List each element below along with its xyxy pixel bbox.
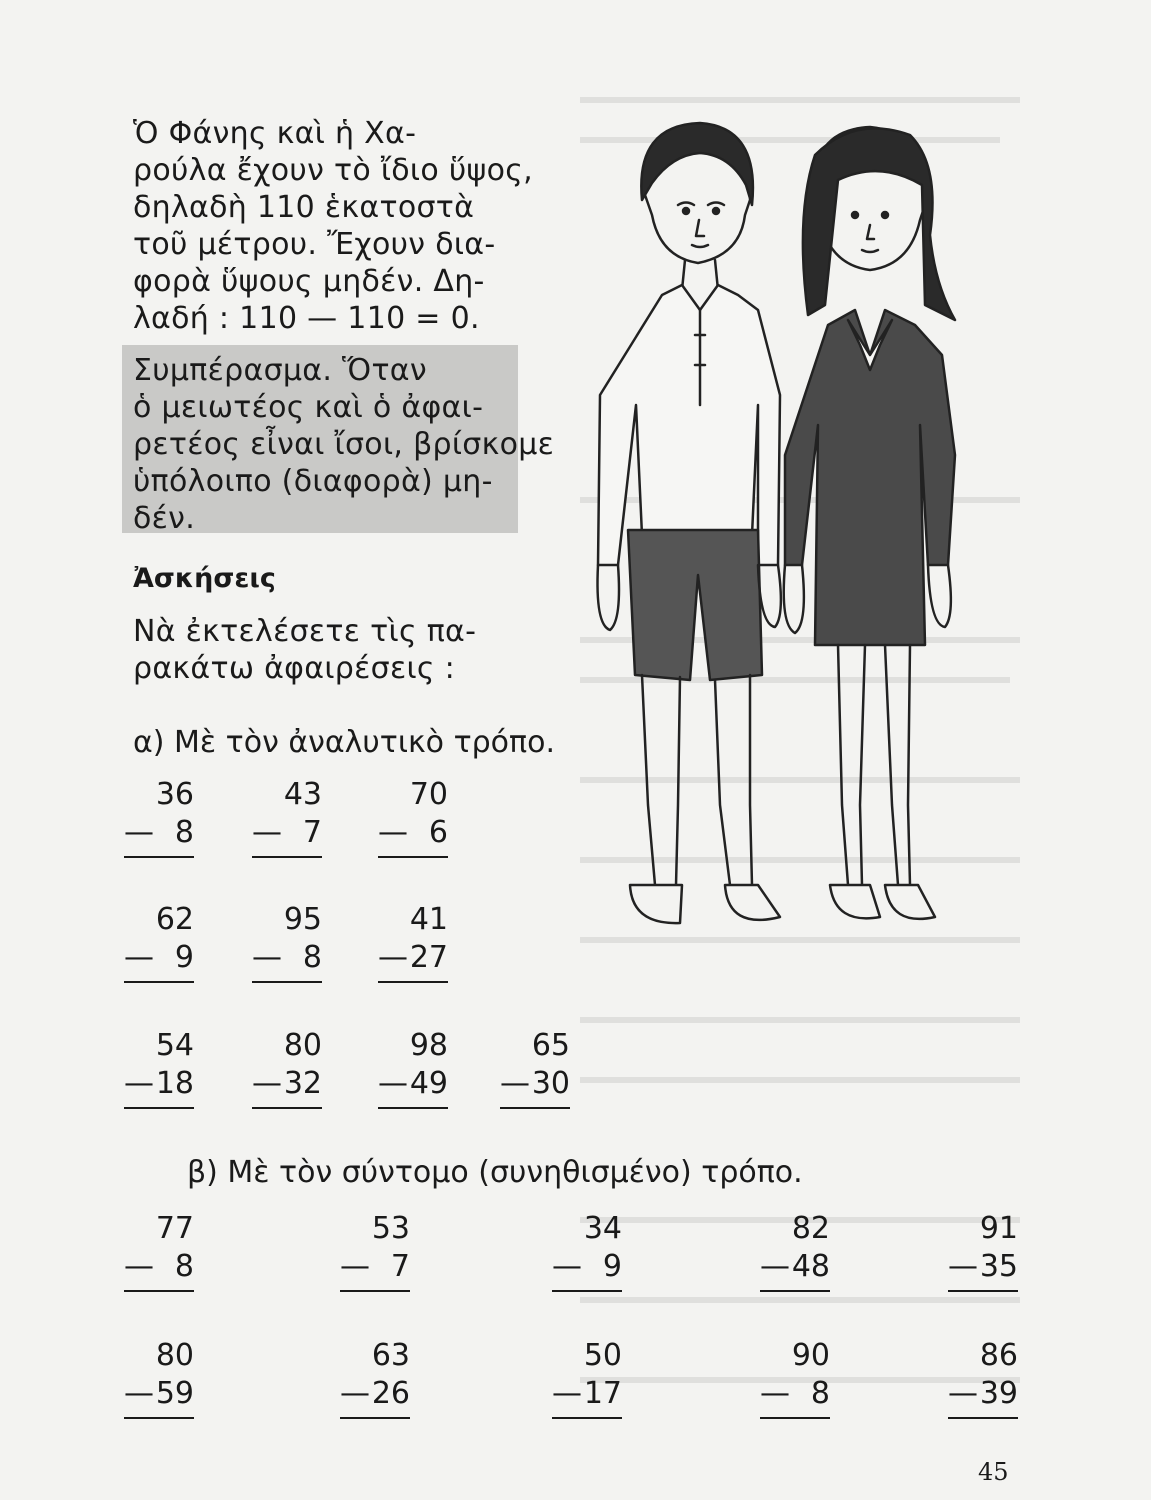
method-b-heading: β) Μὲ τὸν σύντομο (συνηθισμένο) τρόπο.: [187, 1155, 803, 1190]
subtraction-problem: [340, 1210, 410, 1292]
subtrahend: 49: [409, 1066, 448, 1101]
subtrahend-line: [760, 1248, 830, 1286]
subtrahend: 26: [371, 1376, 410, 1411]
minus-sign: —: [340, 1249, 370, 1284]
exercises-heading: Ἀσκήσεις: [133, 563, 276, 594]
instruction-line: ρακάτω ἀφαιρέσεις :: [133, 651, 456, 686]
subtrahend: 18: [155, 1066, 194, 1101]
answer-line: [124, 981, 194, 983]
minus-sign: —: [124, 1249, 154, 1284]
minuend: 34: [583, 1211, 622, 1246]
subtrahend: 8: [174, 1249, 194, 1284]
answer-line: [378, 1107, 448, 1109]
subtraction-problem: [760, 1210, 830, 1292]
subtrahend-line: [252, 814, 322, 852]
minuend: 90: [791, 1338, 830, 1373]
intro-line: τοῦ μέτρου. Ἔχουν δια-: [133, 227, 496, 262]
subtrahend-line: [378, 814, 448, 852]
children-illustration: [580, 105, 1000, 955]
minus-sign: —: [378, 940, 408, 975]
subtrahend-line: [124, 814, 194, 852]
subtrahend: 59: [155, 1376, 194, 1411]
minus-sign: —: [252, 940, 282, 975]
subtrahend-line: [252, 1065, 322, 1103]
minuend: 36: [155, 777, 194, 812]
subtrahend: 35: [979, 1249, 1018, 1284]
minus-sign: —: [252, 1066, 282, 1101]
answer-line: [948, 1290, 1018, 1292]
instructions-paragraph: [133, 613, 533, 687]
subtrahend-line: [760, 1375, 830, 1413]
minus-sign: —: [378, 1066, 408, 1101]
answer-line: [378, 981, 448, 983]
subtrahend-line: [378, 1065, 448, 1103]
subtrahend-line: [948, 1248, 1018, 1286]
answer-line: [252, 981, 322, 983]
minuend: 54: [155, 1028, 194, 1063]
minus-sign: —: [340, 1376, 370, 1411]
method-a-heading: α) Μὲ τὸν ἀναλυτικὸ τρόπο.: [133, 725, 555, 760]
subtrahend-line: [340, 1375, 410, 1413]
conclusion-line: ὑπόλοιπο (διαφορὰ) μη-: [133, 464, 493, 499]
minuend: 62: [155, 902, 194, 937]
subtrahend: 39: [979, 1376, 1018, 1411]
subtrahend: 32: [283, 1066, 322, 1101]
subtrahend-line: [252, 939, 322, 977]
subtraction-problem: [552, 1337, 622, 1419]
subtraction-problem: [500, 1027, 570, 1109]
subtrahend-line: [124, 1065, 194, 1103]
subtraction-problem: [124, 901, 194, 983]
subtraction-problem: [340, 1337, 410, 1419]
minuend: 91: [979, 1211, 1018, 1246]
subtrahend: 9: [602, 1249, 622, 1284]
subtraction-problem: [124, 776, 194, 858]
minuend: 70: [409, 777, 448, 812]
intro-line: Ὁ Φάνης καὶ ἡ Χα-: [133, 116, 417, 151]
answer-line: [552, 1417, 622, 1419]
intro-line: φορὰ ὕψους μηδέν. Δη-: [133, 264, 485, 299]
minuend: 41: [409, 902, 448, 937]
minus-sign: —: [948, 1376, 978, 1411]
subtrahend: 48: [791, 1249, 830, 1284]
instruction-line: Νὰ ἐκτελέσετε τὶς πα-: [133, 614, 477, 649]
subtraction-problem: [552, 1210, 622, 1292]
minuend: 77: [155, 1211, 194, 1246]
subtrahend: 6: [428, 815, 448, 850]
subtraction-problem: [378, 776, 448, 858]
minus-sign: —: [124, 940, 154, 975]
minus-sign: —: [378, 815, 408, 850]
intro-line: ρούλα ἔχουν τὸ ἴδιο ὕψος,: [133, 153, 534, 188]
subtrahend-line: [124, 939, 194, 977]
minus-sign: —: [252, 815, 282, 850]
answer-line: [124, 1290, 194, 1292]
minuend: 82: [791, 1211, 830, 1246]
answer-line: [760, 1417, 830, 1419]
answer-line: [252, 1107, 322, 1109]
minus-sign: —: [124, 1066, 154, 1101]
answer-line: [340, 1417, 410, 1419]
minuend: 80: [155, 1338, 194, 1373]
minuend: 86: [979, 1338, 1018, 1373]
subtraction-problem: [948, 1337, 1018, 1419]
subtraction-problem: [252, 1027, 322, 1109]
subtrahend: 9: [174, 940, 194, 975]
minuend: 53: [371, 1211, 410, 1246]
subtraction-problem: [378, 901, 448, 983]
minus-sign: —: [124, 815, 154, 850]
subtrahend: 30: [531, 1066, 570, 1101]
subtrahend: 8: [174, 815, 194, 850]
subtraction-problem: [252, 776, 322, 858]
answer-line: [948, 1417, 1018, 1419]
subtraction-problem: [760, 1337, 830, 1419]
minus-sign: —: [124, 1376, 154, 1411]
subtrahend: 27: [409, 940, 448, 975]
subtrahend-line: [124, 1375, 194, 1413]
page-number: 45: [978, 1458, 1009, 1486]
answer-line: [378, 856, 448, 858]
answer-line: [124, 1417, 194, 1419]
minus-sign: —: [948, 1249, 978, 1284]
subtrahend: 8: [810, 1376, 830, 1411]
intro-line: δηλαδὴ 110 ἑκατοστὰ: [133, 190, 475, 225]
minus-sign: —: [552, 1376, 582, 1411]
subtrahend: 8: [302, 940, 322, 975]
answer-line: [500, 1107, 570, 1109]
subtrahend-line: [500, 1065, 570, 1103]
subtraction-problem: [124, 1210, 194, 1292]
subtraction-problem: [124, 1337, 194, 1419]
minus-sign: —: [500, 1066, 530, 1101]
answer-line: [124, 856, 194, 858]
subtrahend-line: [552, 1248, 622, 1286]
subtraction-problem: [948, 1210, 1018, 1292]
answer-line: [552, 1290, 622, 1292]
subtrahend-line: [124, 1248, 194, 1286]
minuend: 98: [409, 1028, 448, 1063]
conclusion-paragraph: [133, 352, 555, 537]
intro-paragraph: [133, 115, 534, 337]
conclusion-line: δέν.: [133, 501, 196, 536]
minuend: 65: [531, 1028, 570, 1063]
conclusion-line: ρετέος εἶναι ἴσοι, βρίσκομε: [133, 427, 555, 462]
subtrahend-line: [340, 1248, 410, 1286]
subtraction-problem: [124, 1027, 194, 1109]
minuend: 80: [283, 1028, 322, 1063]
subtrahend-line: [378, 939, 448, 977]
minuend: 63: [371, 1338, 410, 1373]
answer-line: [252, 856, 322, 858]
subtrahend-line: [552, 1375, 622, 1413]
minuend: 95: [283, 902, 322, 937]
minus-sign: —: [760, 1249, 790, 1284]
answer-line: [124, 1107, 194, 1109]
subtraction-problem: [378, 1027, 448, 1109]
answer-line: [340, 1290, 410, 1292]
conclusion-line: ὁ μειωτέος καὶ ὁ ἀφαι-: [133, 390, 484, 425]
subtrahend: 7: [390, 1249, 410, 1284]
minus-sign: —: [552, 1249, 582, 1284]
subtrahend: 17: [583, 1376, 622, 1411]
intro-line: λαδή : 110 — 110 = 0.: [133, 301, 480, 336]
minuend: 50: [583, 1338, 622, 1373]
minuend: 43: [283, 777, 322, 812]
minus-sign: —: [760, 1376, 790, 1411]
subtrahend-line: [948, 1375, 1018, 1413]
subtraction-problem: [252, 901, 322, 983]
subtrahend: 7: [302, 815, 322, 850]
conclusion-line: Συμπέρασμα. Ὅταν: [133, 353, 427, 388]
answer-line: [760, 1290, 830, 1292]
